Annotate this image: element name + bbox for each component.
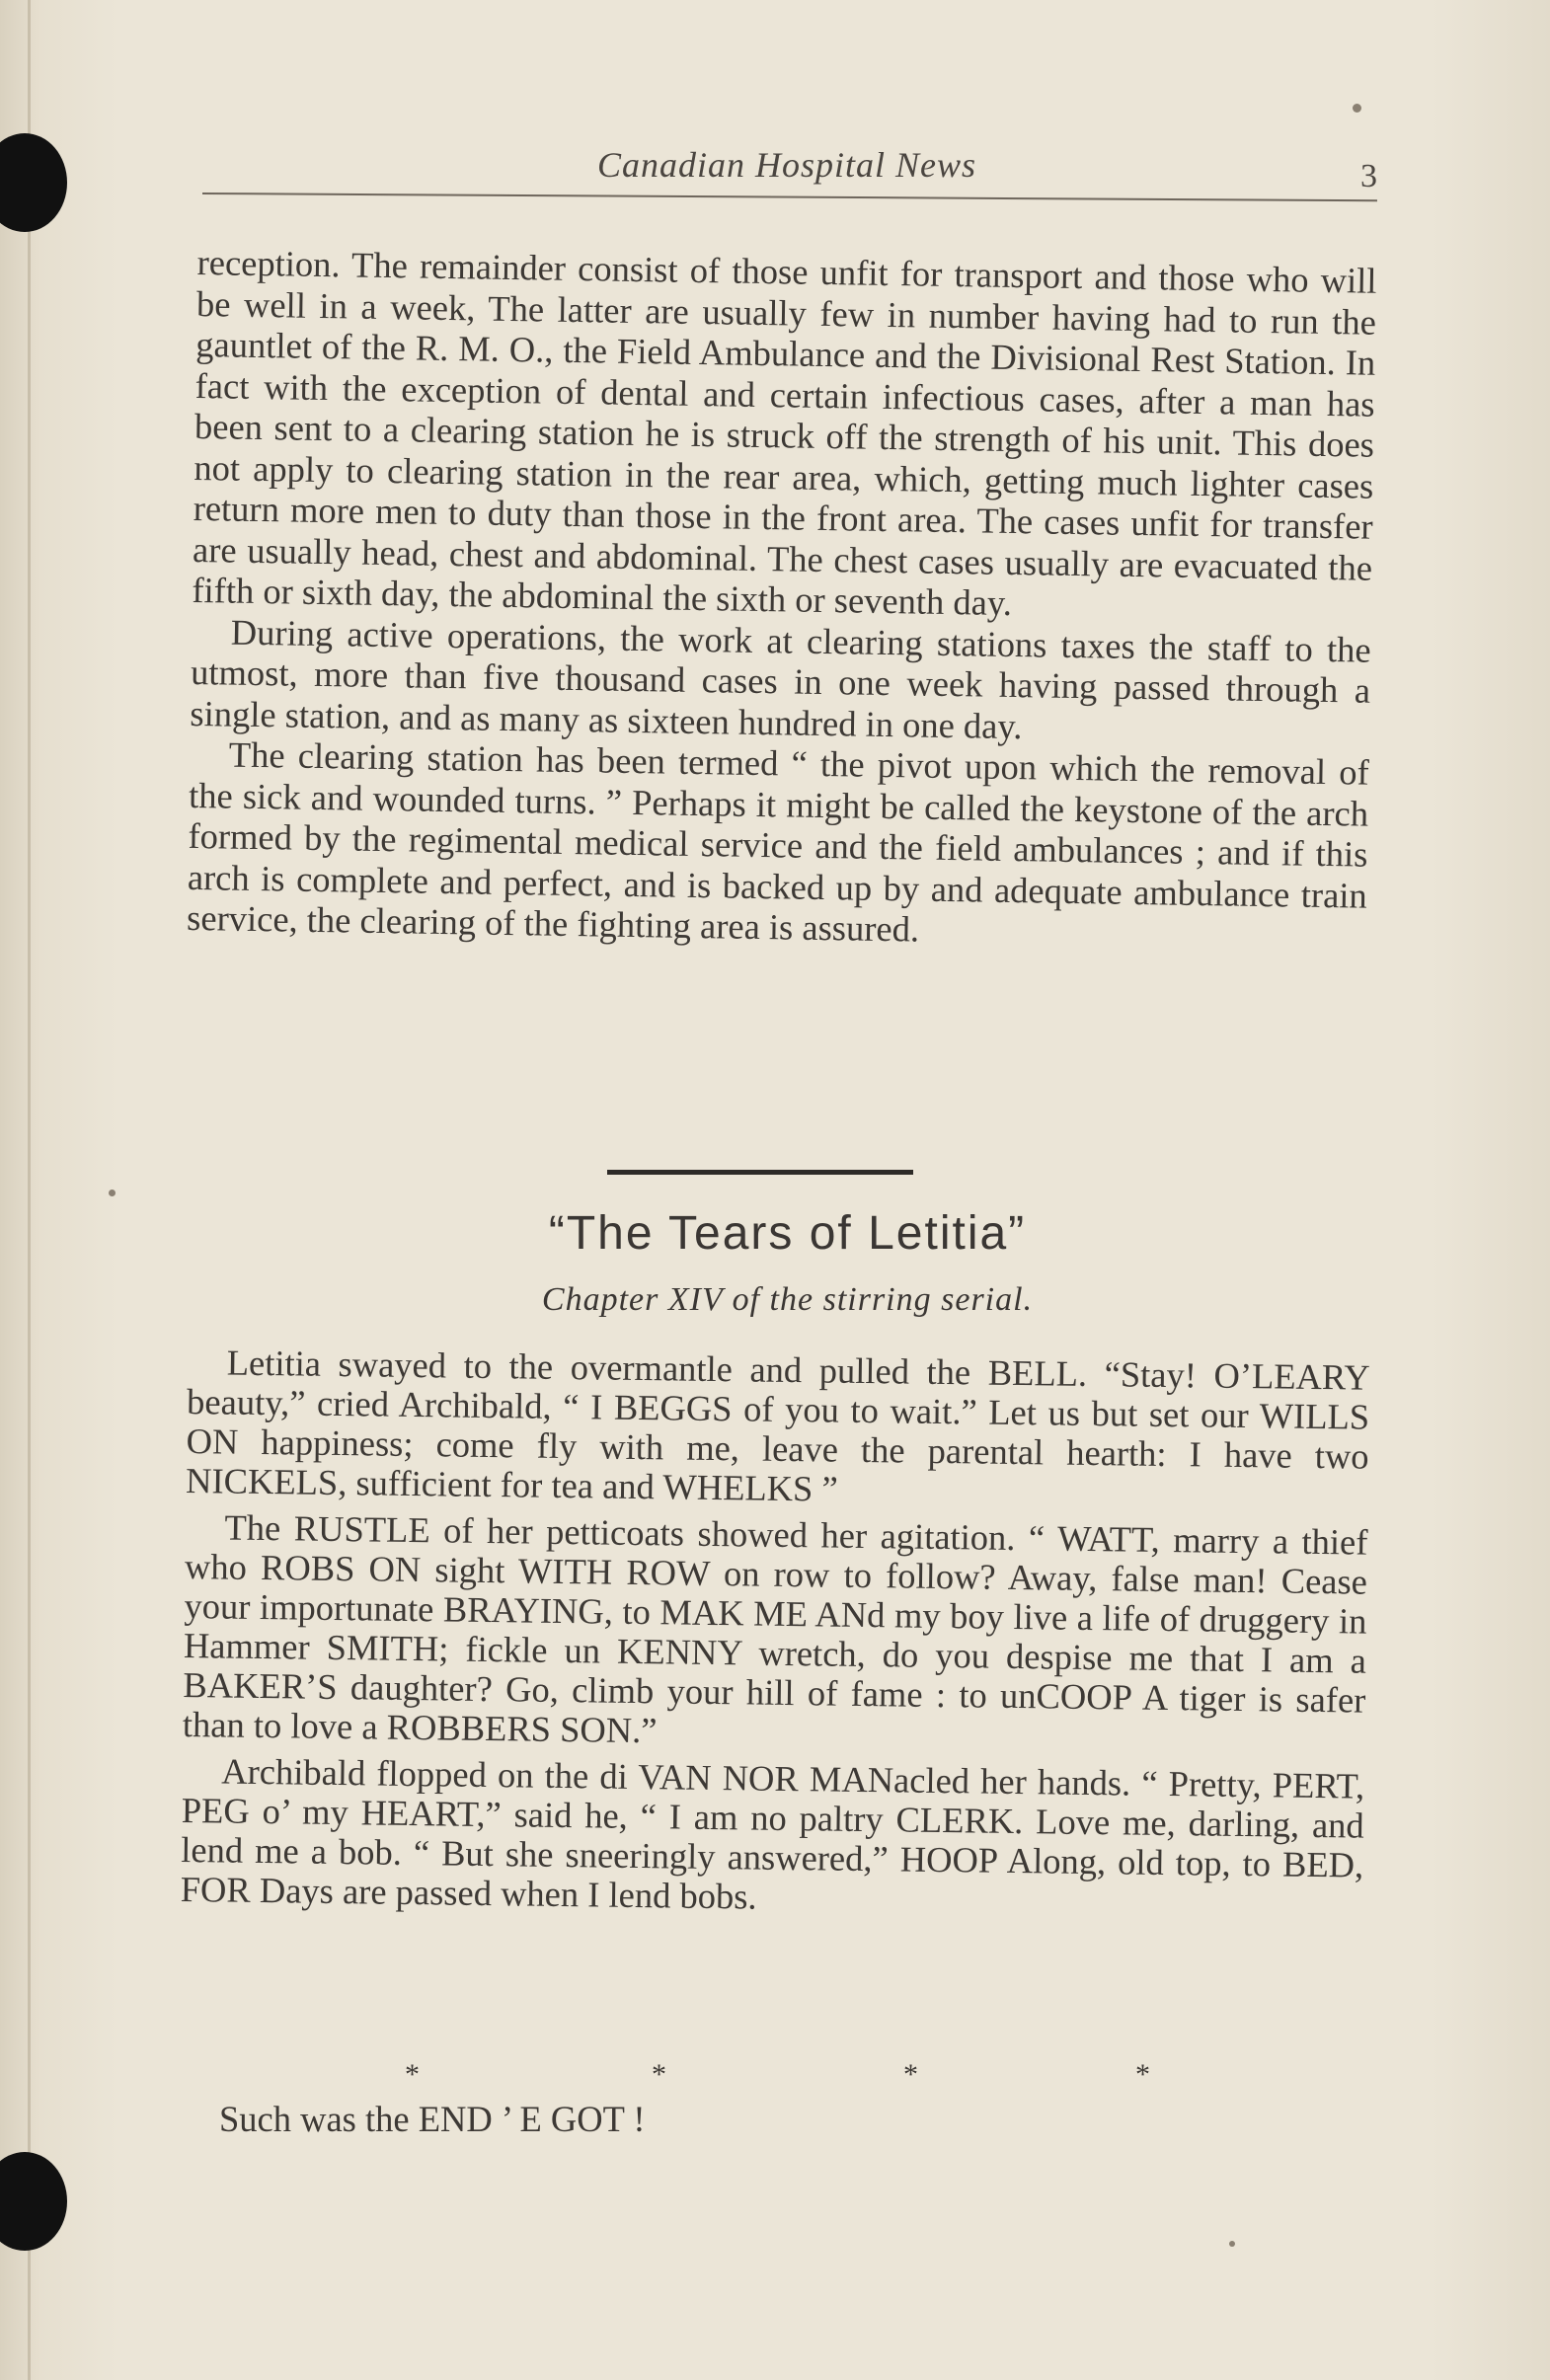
paper-speck: [1229, 2241, 1235, 2247]
story-title: “The Tears of Letitia”: [548, 1207, 1027, 1260]
binding-edge: [28, 0, 31, 2380]
article-paragraph: reception. The remainder consist of those unfit for transport and those who will be well in a week, The latter are usually few in number having had to run the gauntlet of the R. M. O., the Field Ambulance and the Divisional Rest Station. In fact with the exception of dental and certain infectious cases, after a man has been sent to a clearing station he is struck off the strength of his unit. This does not apply to clearing station in the rear area, which, getting much lighter cases return more men to duty than those in the front area. The cases unfit for transfer are usually head, chest and abdominal. The chest cases usually are evacuated the fifth or sixth day, the abdominal the sixth or seventh day.: [192, 242, 1377, 623]
story-paragraph: Archibald flopped on the di VAN NOR MANacled her hands. “ Pretty, PERT, PEG o’ my HEART,” said he, “ I am no paltry CLERK. Love me, darling, and lend me a bob. “ But she sneeringly answered,” HOOP Along, old top, to BED, FOR Days are passed when I lend bobs.: [180, 1750, 1365, 1917]
paper-speck: [109, 1190, 116, 1196]
section-divider: [607, 1170, 913, 1175]
article-paragraph: During active operations, the work at clearing stations taxes the staff to the utmost, more than five thousand cases in one week having passed through a single station, and as many as sixteen hundred in one day.: [190, 611, 1371, 746]
publication-title: Canadian Hospital News: [597, 145, 977, 185]
story-paragraph: Letitia swayed to the overmantle and pulled the BELL. “Stay! O’LEARY beauty,” cried Archibald, “ I BEGGS of you to wait.” Let us but set our WILLS ON happiness; come fly with me, leave the parental hearth: I have two NICKELS, sufficient for tea and WHELKS ”: [185, 1342, 1370, 1509]
punch-hole: [0, 2152, 67, 2251]
article-body: [187, 242, 1377, 957]
story-ending: Such was the END ’ E GOT !: [219, 2099, 646, 2139]
page-number: 3: [1360, 158, 1377, 194]
asterisk: *: [652, 2058, 666, 2091]
punch-hole: [0, 133, 67, 232]
asterisk: *: [903, 2058, 918, 2091]
article-paragraph: The clearing station has been termed “ the pivot upon which the removal of the sick and wounded turns. ” Perhaps it might be called the keystone of the arch formed by the regimental medical service and the field ambulances ; and if this arch is complete and perfect, and is backed up by and adequate ambulance train service, the clearing of the fighting area is assured.: [186, 733, 1370, 950]
asterisk: *: [1135, 2058, 1150, 2091]
section-break: [405, 2058, 1195, 2098]
story-subtitle: Chapter XIV of the stirring serial.: [541, 1281, 1034, 1318]
story-paragraph: The RUSTLE of her petticoats showed her agitation. “ WATT, marry a thief who ROBS ON sight WITH ROW on row to follow? Away, false man! Cease your importunate BRAYING, to MAK ME ANd my boy live a life of druggery in Hammer SMITH; fickle un KENNY wretch, do you despise me that I am a BAKER’S daughter? Go, climb your hill of fame : to unCOOP A tiger is safer than to love a ROBBERS SON.”: [182, 1506, 1368, 1751]
running-header: [202, 138, 1377, 207]
header-rule: [202, 192, 1377, 201]
story-body: [180, 1343, 1370, 1932]
paper-speck: [1353, 104, 1361, 113]
asterisk: *: [405, 2058, 420, 2091]
